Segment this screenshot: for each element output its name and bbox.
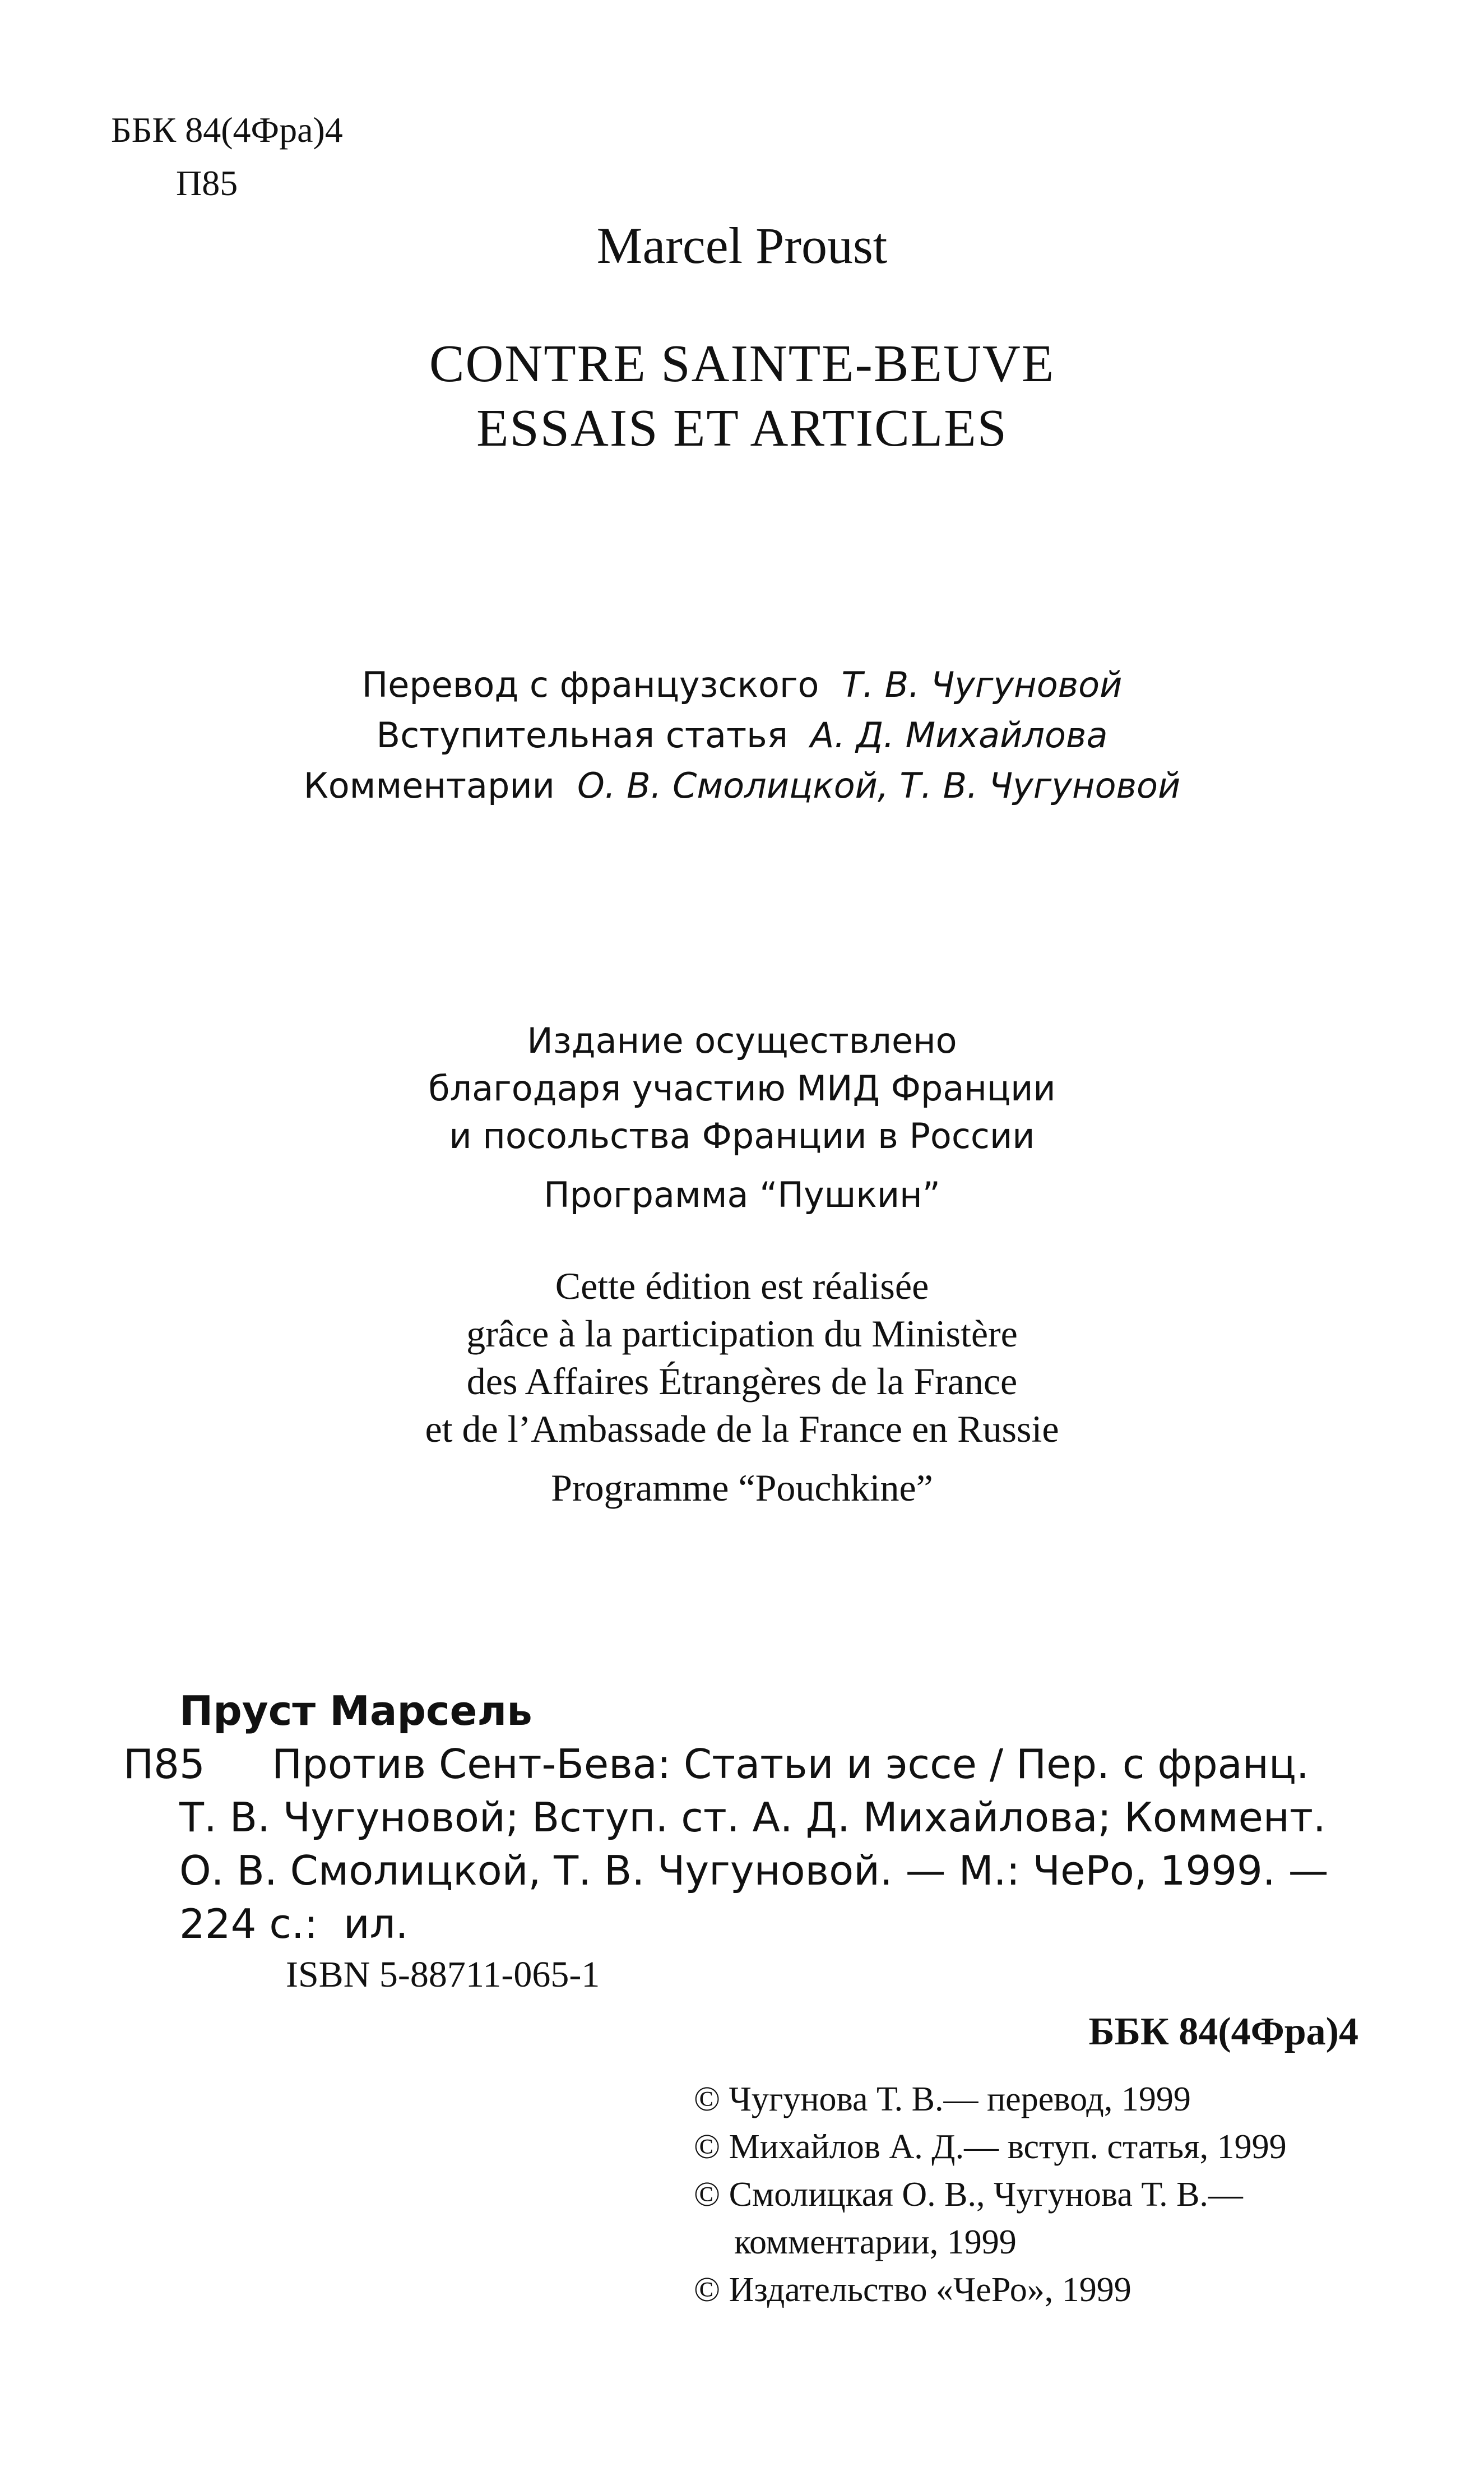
support-ru-line1: Издание осуществлено bbox=[527, 1020, 957, 1061]
catalog-line3: О. В. Смолицкой, Т. В. Чугуновой. — М.: ЧеРо, 1999. — bbox=[179, 1847, 1329, 1894]
program-fr: Programme “Pouchkine” bbox=[551, 1466, 933, 1509]
copyright-introduction: © Михайлов А. Д.— вступ. статья, 1999 bbox=[694, 2128, 1287, 2166]
copyright-commentary-cont: комментарии, 1999 bbox=[734, 2223, 1017, 2261]
copyright-translation: © Чугунова Т. В.— перевод, 1999 bbox=[694, 2080, 1191, 2118]
catalog-line1: Против Сент-Бева: Статьи и эссе / Пер. с франц. bbox=[272, 1741, 1309, 1788]
catalog-line2: Т. В. Чугуновой; Вступ. ст. А. Д. Михайлова; Коммент. bbox=[179, 1794, 1326, 1841]
credit-role: Вступительная статья bbox=[376, 715, 788, 756]
credit-introduction bbox=[0, 715, 1484, 756]
catalog-line4 bbox=[179, 1900, 409, 1947]
original-title-line1: CONTRE SAINTE-BEUVE bbox=[429, 335, 1055, 393]
support-fr-line1: Cette édition est réalisée bbox=[555, 1265, 929, 1307]
catalog-pages: 224 с.: bbox=[179, 1900, 318, 1947]
author-mark-top: П85 bbox=[176, 163, 238, 203]
support-ru-line2: благодаря участию МИД Франции bbox=[428, 1068, 1056, 1109]
catalog-illustrations: ил. bbox=[343, 1900, 409, 1947]
copyright-commentary: © Смолицкая О. В., Чугунова Т. В.— bbox=[694, 2176, 1243, 2214]
catalog-bbk: ББК 84(4Фра)4 bbox=[1088, 2010, 1358, 2053]
credit-role: Комментарии bbox=[303, 765, 555, 806]
credit-commentary bbox=[0, 765, 1484, 806]
original-author: Marcel Proust bbox=[596, 217, 888, 274]
credit-person: А. Д. Михайлова bbox=[810, 715, 1108, 756]
credit-person: О. В. Смолицкой, Т. В. Чугуновой bbox=[577, 765, 1181, 806]
credit-person: Т. В. Чугуновой bbox=[841, 664, 1123, 705]
credit-role: Перевод с французского bbox=[361, 664, 819, 705]
support-ru-line3: и посольства Франции в России bbox=[449, 1116, 1035, 1156]
support-fr-line3: des Affaires Étrangères de la France bbox=[466, 1360, 1018, 1403]
credit-translation bbox=[0, 664, 1484, 705]
copyright-publisher: © Издательство «ЧеРо», 1999 bbox=[694, 2271, 1131, 2309]
support-fr-line4: et de l’Ambassade de la France en Russie bbox=[425, 1408, 1059, 1450]
catalog-heading: Пруст Марсель bbox=[179, 1687, 532, 1734]
original-title-line2: ESSAIS ET ARTICLES bbox=[476, 399, 1008, 457]
program-ru: Программа “Пушкин” bbox=[544, 1174, 940, 1215]
support-fr-line2: grâce à la participation du Ministère bbox=[466, 1312, 1018, 1355]
bbk-code-top: ББК 84(4Фра)4 bbox=[111, 110, 343, 150]
catalog-code: П85 bbox=[123, 1741, 205, 1788]
isbn: ISBN 5-88711-065-1 bbox=[286, 1954, 600, 1995]
